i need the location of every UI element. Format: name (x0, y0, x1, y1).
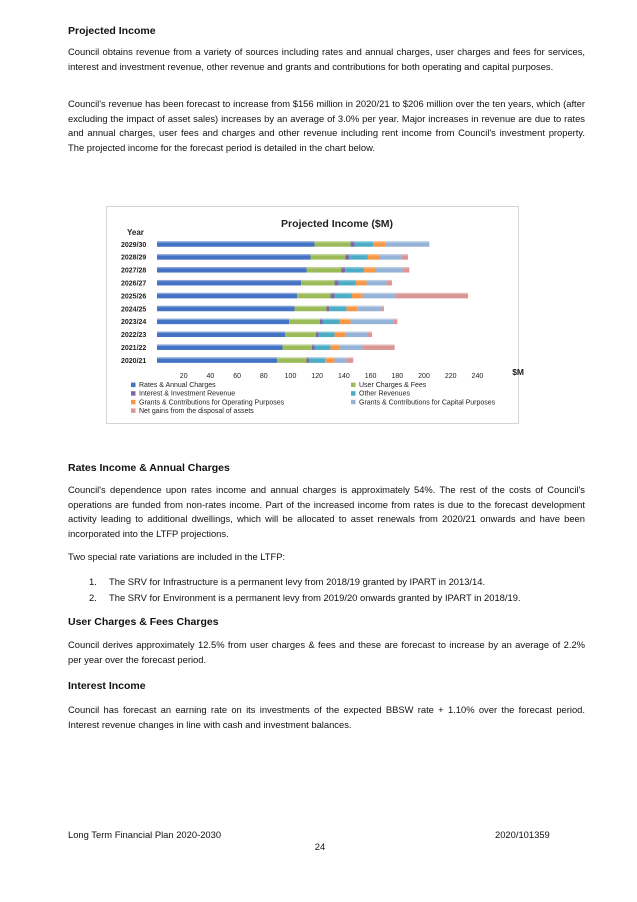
chart-bar-highlight (277, 357, 306, 358)
interest-income-paragraph: Council has forecast an earning rate on its investments of the expected BBSW rate + 1.10% over the forecast period. Interest revenue changes in line with cash and investment balances. (68, 704, 585, 730)
rates-income-paragraph-1: Council's dependence upon rates income and annual charges is approximately 54%. The rest of the costs of Council's operations are funded from non-rates income. Part of the increased income from rates is due to the forecast development activity leading to additional dwellings, which will be allocated to asset renewals from 2020/21 onwards and have been incorporated into the LTFP projections. (68, 484, 585, 539)
chart-bar-highlight (157, 254, 311, 255)
chart-bar-highlight (340, 319, 351, 320)
chart-x-tick-label: 100 (284, 373, 297, 381)
chart-bar-highlight (364, 267, 376, 268)
chart-bar-highlight (316, 332, 319, 333)
chart-x-tick-label: 240 (471, 373, 484, 381)
chart-x-tick-label: 180 (391, 373, 404, 381)
chart-bar-highlight (340, 344, 363, 345)
chart-bar-highlight (351, 241, 355, 242)
chart-bar-highlight (393, 319, 397, 320)
chart-legend-swatch (131, 391, 136, 396)
chart-x-axis-label: $M (512, 367, 524, 377)
chart-bar-highlight (289, 319, 320, 320)
chart-legend-swatch (351, 391, 356, 396)
chart-x-tick-label: 160 (364, 373, 377, 381)
chart-bar-highlight (297, 293, 330, 294)
projected-income-heading: Projected Income (68, 25, 156, 37)
chart-legend-label: Net gains from the disposal of assets (139, 407, 254, 415)
chart-legend-label: Grants & Contributions for Capital Purposes (359, 399, 496, 407)
chart-bar-highlight (285, 332, 316, 333)
chart-legend-label: User Charges & Fees (359, 382, 427, 390)
chart-legend-label: Other Revenues (359, 390, 410, 398)
chart-bar-highlight (157, 280, 301, 281)
list-item-number: 2. (89, 592, 97, 603)
chart-legend-swatch (351, 400, 356, 405)
chart-bar-highlight (373, 241, 385, 242)
chart-bar-highlight (307, 267, 342, 268)
chart-bar-highlight (157, 267, 307, 268)
chart-legend-swatch (131, 383, 136, 388)
chart-x-tick-label: 60 (233, 373, 241, 381)
chart-legend-swatch (131, 400, 136, 405)
chart-x-tick-label: 220 (444, 373, 457, 381)
list-item-text: The SRV for Infrastructure is a permanent levy from 2018/19 granted by IPART in 2013/14. (109, 576, 486, 587)
chart-x-tick-label: 20 (179, 373, 188, 381)
chart-category-label: 2021/22 (121, 345, 147, 352)
chart-category-label: 2024/25 (121, 306, 147, 314)
chart-category-label: 2027/28 (121, 267, 147, 275)
chart-legend-swatch (351, 383, 356, 388)
chart-legend-swatch (131, 408, 136, 413)
chart-canvas (107, 207, 524, 423)
chart-bar-highlight (396, 293, 468, 294)
chart-x-tick-label: 80 (259, 373, 268, 381)
chart-bar-highlight (282, 344, 311, 345)
chart-bar-highlight (380, 254, 401, 255)
chart-category-label: 2022/23 (121, 332, 147, 340)
footer-document-title: Long Term Financial Plan 2020-2030 (68, 829, 222, 840)
list-item-number: 1. (89, 576, 97, 587)
chart-category-label: 2020/21 (121, 357, 147, 365)
chart-bar-highlight (376, 267, 403, 268)
chart-bar-highlight (363, 293, 396, 294)
chart-bar-highlight (381, 306, 384, 307)
projected-income-paragraph-2: Council's revenue has been forecast to increase from $156 million in 2020/21 to $206 million over the ten years, which (after excluding the impact of asset sales) increases by an average of 3.0% per year. Major increases in revenue are due to rates and annual charges, user fees and charges and other revenue including rent income from Council's investment property. The projected income for the forecast period is detailed in the chart below. (68, 98, 585, 153)
chart-legend-label: Interest & Investment Revenue (139, 390, 236, 398)
chart-bar-highlight (335, 332, 346, 333)
chart-bar-highlight (387, 280, 392, 281)
rates-income-paragraph-2: Two special rate variations are included in the LTFP: (68, 551, 286, 562)
chart-bar-highlight (347, 306, 358, 307)
chart-x-tick-label: 200 (418, 373, 430, 381)
chart-legend-label: Grants & Contributions for Operating Purposes (139, 399, 285, 407)
chart-bar-highlight (368, 332, 372, 333)
chart-bar-highlight (311, 254, 346, 255)
chart-bar-highlight (403, 267, 410, 268)
chart-bar-highlight (157, 319, 289, 320)
projected-income-chart (106, 206, 524, 424)
chart-bar-highlight (315, 241, 351, 242)
chart-bar-highlight (355, 241, 374, 242)
chart-bar-highlight (157, 306, 295, 307)
chart-x-tick-label: 120 (311, 373, 324, 381)
chart-bar-highlight (368, 254, 380, 255)
chart-bar-highlight (325, 357, 334, 358)
chart-bar-highlight (323, 319, 340, 320)
chart-title: Projected Income ($M) (280, 218, 394, 230)
chart-bar-highlight (347, 357, 354, 358)
chart-bar-highlight (319, 332, 335, 333)
chart-bar-highlight (341, 267, 345, 268)
chart-bar-highlight (352, 293, 363, 294)
chart-legend-label: Rates & Annual Charges (139, 382, 216, 390)
chart-bar-highlight (307, 357, 310, 358)
chart-bar-highlight (356, 280, 367, 281)
chart-bar-highlight (345, 267, 364, 268)
chart-bar-highlight (312, 344, 315, 345)
chart-bar-highlight (331, 293, 335, 294)
footer-page-number: 24 (314, 841, 326, 852)
chart-bar-highlight (357, 306, 381, 307)
chart-bar-highlight (345, 254, 349, 255)
chart-bar-highlight (401, 254, 408, 255)
chart-bar-highlight (339, 280, 356, 281)
chart-bar-highlight (301, 280, 334, 281)
chart-bar-highlight (367, 280, 387, 281)
chart-bar-highlight (335, 293, 352, 294)
chart-bar-highlight (385, 241, 429, 242)
chart-bar-highlight (345, 332, 368, 333)
chart-bar-highlight (363, 344, 395, 345)
footer-document-reference: 2020/101359 (495, 829, 550, 840)
chart-category-label: 2025/26 (121, 293, 147, 301)
user-charges-heading: User Charges & Fees Charges (68, 616, 219, 628)
chart-bar-highlight (329, 306, 346, 307)
chart-bar-highlight (351, 319, 394, 320)
chart-category-label: 2029/30 (121, 241, 147, 249)
interest-income-heading: Interest Income (68, 680, 146, 692)
list-item-text: The SRV for Environment is a permanent levy from 2019/20 onwards granted by IPART in 2018/19. (109, 592, 521, 603)
chart-bar-highlight (157, 332, 285, 333)
chart-y-axis-label: Year (127, 228, 144, 237)
chart-bar-highlight (335, 357, 347, 358)
chart-x-tick-label: 140 (338, 373, 350, 381)
chart-bar-highlight (157, 293, 297, 294)
chart-bar-highlight (157, 241, 315, 242)
chart-bar-highlight (157, 344, 282, 345)
chart-bar-highlight (331, 344, 340, 345)
chart-bar-highlight (309, 357, 325, 358)
chart-bar-highlight (295, 306, 327, 307)
user-charges-paragraph: Council derives approximately 12.5% from user charges & fees and these are forecast to increase by an average of 2.2% per year over the forecast period. (68, 639, 585, 665)
chart-bar-highlight (327, 306, 330, 307)
chart-category-label: 2028/29 (121, 254, 147, 262)
chart-bar-highlight (315, 344, 331, 345)
chart-category-label: 2026/27 (121, 280, 147, 288)
rates-income-heading: Rates Income & Annual Charges (68, 462, 230, 474)
chart-bar-highlight (335, 280, 339, 281)
chart-bar-highlight (349, 254, 368, 255)
chart-bar-highlight (157, 357, 277, 358)
chart-x-tick-label: 40 (206, 373, 215, 381)
projected-income-paragraph-1: Council obtains revenue from a variety of sources including rates and annual charges, user charges and fees for services, interest and investment revenue, other revenue and grants and contributions for both operating and capital purposes. (68, 46, 585, 72)
chart-category-label: 2023/24 (121, 319, 147, 327)
chart-bar-highlight (320, 319, 323, 320)
